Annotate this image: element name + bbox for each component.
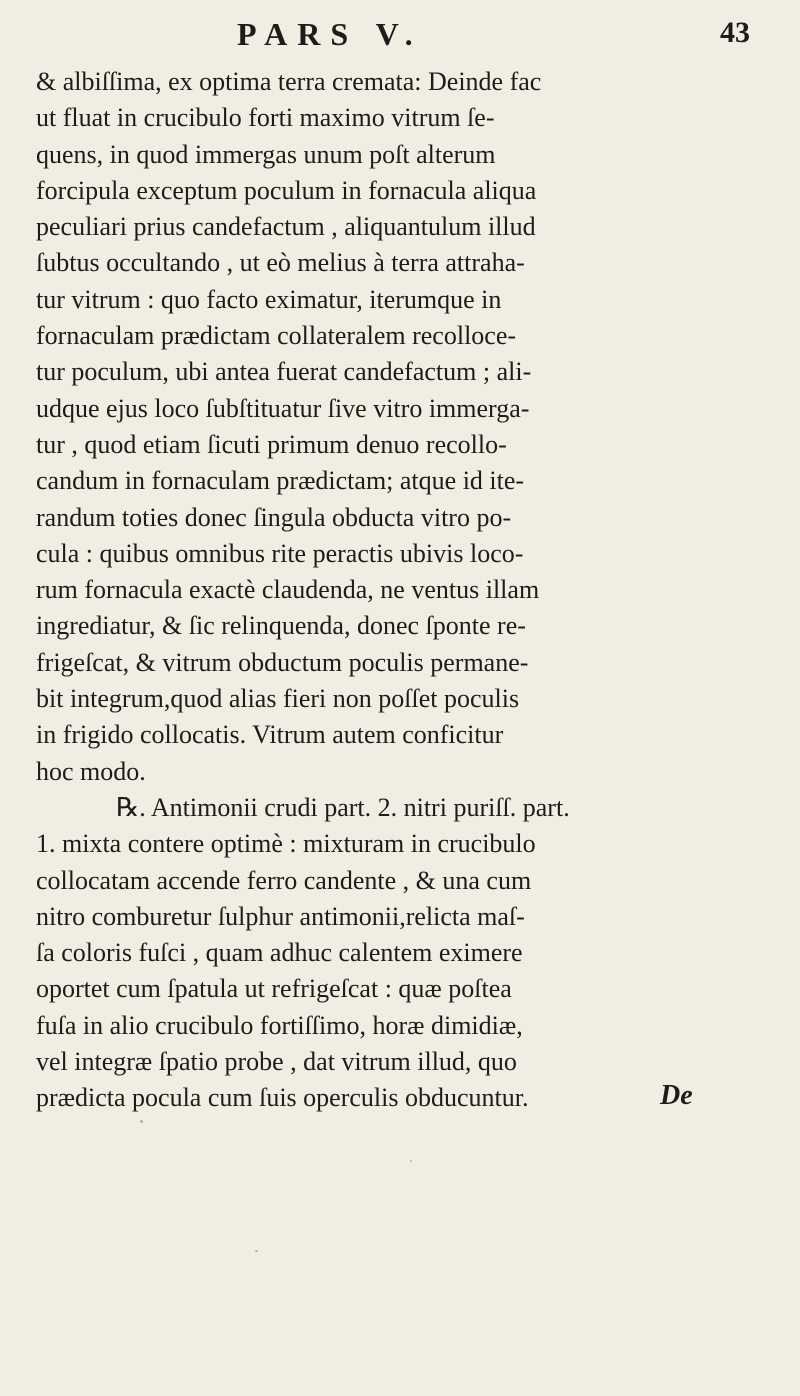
text-line: vel integræ ſpatio probe , dat vitrum illud, quo xyxy=(36,1047,517,1077)
text-line: ſa coloris fuſci , quam adhuc calentem eximere xyxy=(36,938,523,968)
running-title: PARS V. xyxy=(237,16,423,52)
text-line: tur , quod etiam ſicuti primum denuo recollo- xyxy=(36,429,507,459)
text-line: bit integrum,quod alias fieri non poſſet poculis xyxy=(36,684,520,714)
paper-speck xyxy=(255,1250,258,1252)
paper-speck xyxy=(140,1120,143,1123)
text-line: peculiari prius candefactum , aliquantulum illud xyxy=(36,212,536,242)
page-number: 43 xyxy=(720,16,750,49)
text-line: randum toties donec ſingula obducta vitro po- xyxy=(36,502,512,532)
text-line: fuſa in alio crucibulo fortiſſimo, horæ dimidiæ, xyxy=(36,1010,523,1040)
text-line: collocatam accende ferro candente , & una cum xyxy=(36,865,532,895)
text-line: rum fornacula exactè claudenda, ne ventus illam xyxy=(36,575,540,605)
text-line: fornaculam prædictam collateralem recolloce- xyxy=(36,321,517,351)
text-line: tur vitrum : quo facto eximatur, iterumque in xyxy=(36,284,502,314)
text-line: hoc modo. xyxy=(36,756,146,786)
text-line: 1. mixta contere optimè : mixturam in crucibulo xyxy=(36,829,536,859)
page-header xyxy=(0,14,800,54)
text-line: cula : quibus omnibus rite peractis ubivis loco- xyxy=(36,538,524,568)
text-line: ſubtus occultando , ut eò melius à terra attraha- xyxy=(36,248,525,278)
text-line: in frigido collocatis. Vitrum autem conficitur xyxy=(36,720,504,750)
body-text xyxy=(36,64,766,1117)
text-line: tur poculum, ubi antea fuerat candefactum ; ali- xyxy=(36,357,532,387)
text-line: ut fluat in crucibulo forti maximo vitrum ſe- xyxy=(36,103,495,133)
text-line: frigeſcat, & vitrum obductum poculis permane- xyxy=(36,647,529,677)
recipe-line: ℞. Antimonii crudi part. 2. nitri puriſſ. part. xyxy=(116,792,570,822)
paper-speck xyxy=(410,1160,412,1162)
text-line: forcipula exceptum poculum in fornacula aliqua xyxy=(36,175,537,205)
catchword: De xyxy=(660,1080,693,1111)
text-line: quens, in quod immergas unum poſt alterum xyxy=(36,139,496,169)
text-line: candum in fornaculam prædictam; atque id ite- xyxy=(36,466,525,496)
text-line: oportet cum ſpatula ut refrigeſcat : quæ poſtea xyxy=(36,974,512,1004)
text-line: nitro comburetur ſulphur antimonii,relicta maſ- xyxy=(36,901,525,931)
text-line: prædicta pocula cum ſuis operculis obducuntur. xyxy=(36,1083,529,1113)
text-line: ingrediatur, & ſic relinquenda, donec ſponte re- xyxy=(36,611,526,641)
text-line: & albiſſima, ex optima terra cremata: Deinde fac xyxy=(36,67,542,96)
text-line: udque ejus loco ſubſtituatur ſive vitro immerga- xyxy=(36,393,530,423)
